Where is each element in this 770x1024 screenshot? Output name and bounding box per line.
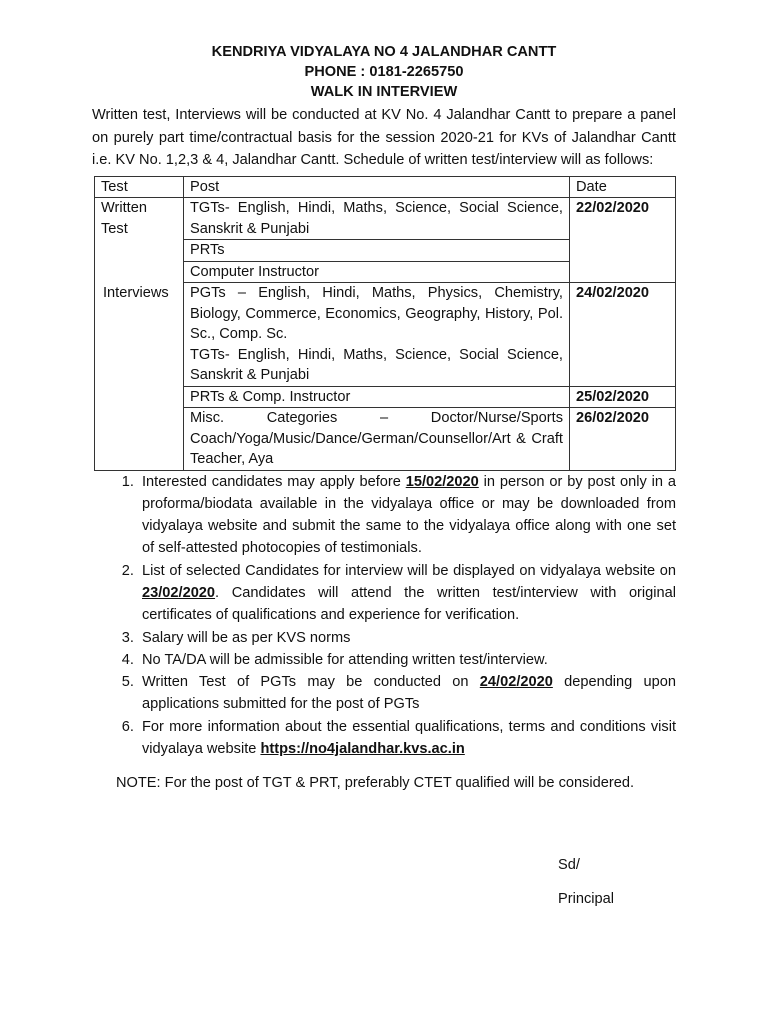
table-header-row — [95, 176, 676, 198]
table-row — [95, 198, 676, 240]
header-post: Post — [184, 176, 570, 198]
interview-date-a: 24/02/2020 — [570, 283, 676, 387]
phone-number: PHONE : 0181-2265750 — [304, 64, 464, 80]
header-test: Test — [95, 176, 184, 198]
interviews-label: Interviews — [95, 283, 184, 471]
list-item: 1. Interested candidates may apply before 15/02/2020 in person or by post only in a proforma/biodata available in the vidyalaya office or may be downloaded from vidyalaya website and submit the same to the vidyalaya office along with one set of self-attested photocopies of testimonials. — [138, 471, 676, 560]
note-paragraph: NOTE: For the post of TGT & PRT, preferably CTET qualified will be considered. — [116, 775, 635, 792]
interview-post-misc: Misc. Categories – Doctor/Nurse/Sports Coach/Yoga/Music/Dance/German/Counsellor/Art & Craft Teacher, Aya — [184, 408, 570, 471]
table-row — [95, 283, 676, 387]
written-date: 22/02/2020 — [570, 198, 676, 283]
written-post-tgt: TGTs- English, Hindi, Maths, Science, Social Science, Sanskrit & Punjabi — [184, 198, 570, 240]
pgt-test-date: 24/02/2020 — [479, 674, 553, 691]
interview-date-b: 25/02/2020 — [570, 386, 676, 408]
intro-paragraph: Written test, Interviews will be conducted at KV No. 4 Jalandhar Cantt to prepare a panel on purely part time/contractual basis for the session 2020-21 for KVs of Jalandhar Cantt i.e. KV No. 1,2,3 & 4, Jalandhar Cantt. Schedule of written test/interview will as follows: — [92, 107, 676, 168]
instructions-list — [92, 471, 676, 761]
apply-by-date: 15/02/2020 — [405, 473, 479, 490]
header-date: Date — [570, 176, 676, 198]
interview-date-c: 26/02/2020 — [570, 408, 676, 471]
written-post-prt: PRTs — [184, 240, 570, 262]
document-page — [92, 42, 676, 795]
list-item: 2. List of selected Candidates for interview will be displayed on vidyalaya website on 23/02/2020. Candidates will attend the written test/interview with original certificates of qualifications and experience for verification. — [138, 560, 676, 627]
list-item: 6. For more information about the essential qualifications, terms and conditions visit vidyalaya website https://no4jalandhar.kvs.ac.in — [138, 716, 676, 761]
schedule-table — [94, 176, 676, 471]
list-item: 5. Written Test of PGTs may be conducted on 24/02/2020 depending upon applications submitted for the post of PGTs — [138, 671, 676, 716]
interview-post-prt: PRTs & Comp. Instructor — [184, 386, 570, 408]
list-item: 3. Salary will be as per KVS norms — [138, 627, 676, 649]
written-post-ci: Computer Instructor — [184, 261, 570, 283]
notice-title: WALK IN INTERVIEW — [310, 84, 458, 100]
interview-post-pgt: PGTs – English, Hindi, Maths, Physics, Chemistry, Biology, Commerce, Economics, Geography, History, Pol. Sc., Comp. Sc. — [190, 285, 563, 342]
written-test-label: Written Test — [95, 198, 184, 283]
signature-designation: Principal — [558, 891, 614, 907]
list-display-date: 23/02/2020 — [142, 584, 216, 601]
interview-post-tgt: TGTs- English, Hindi, Maths, Science, Social Science, Sanskrit & Punjabi — [190, 346, 563, 383]
interview-post-pgt-tgt — [184, 283, 570, 387]
list-item: 4. No TA/DA will be admissible for attending written test/interview. — [138, 649, 676, 671]
school-name: KENDRIYA VIDYALAYA NO 4 JALANDHAR CANTT — [211, 44, 557, 60]
signature-sd: Sd/ — [558, 857, 580, 873]
website-link[interactable]: https://no4jalandhar.kvs.ac.in — [260, 741, 465, 758]
